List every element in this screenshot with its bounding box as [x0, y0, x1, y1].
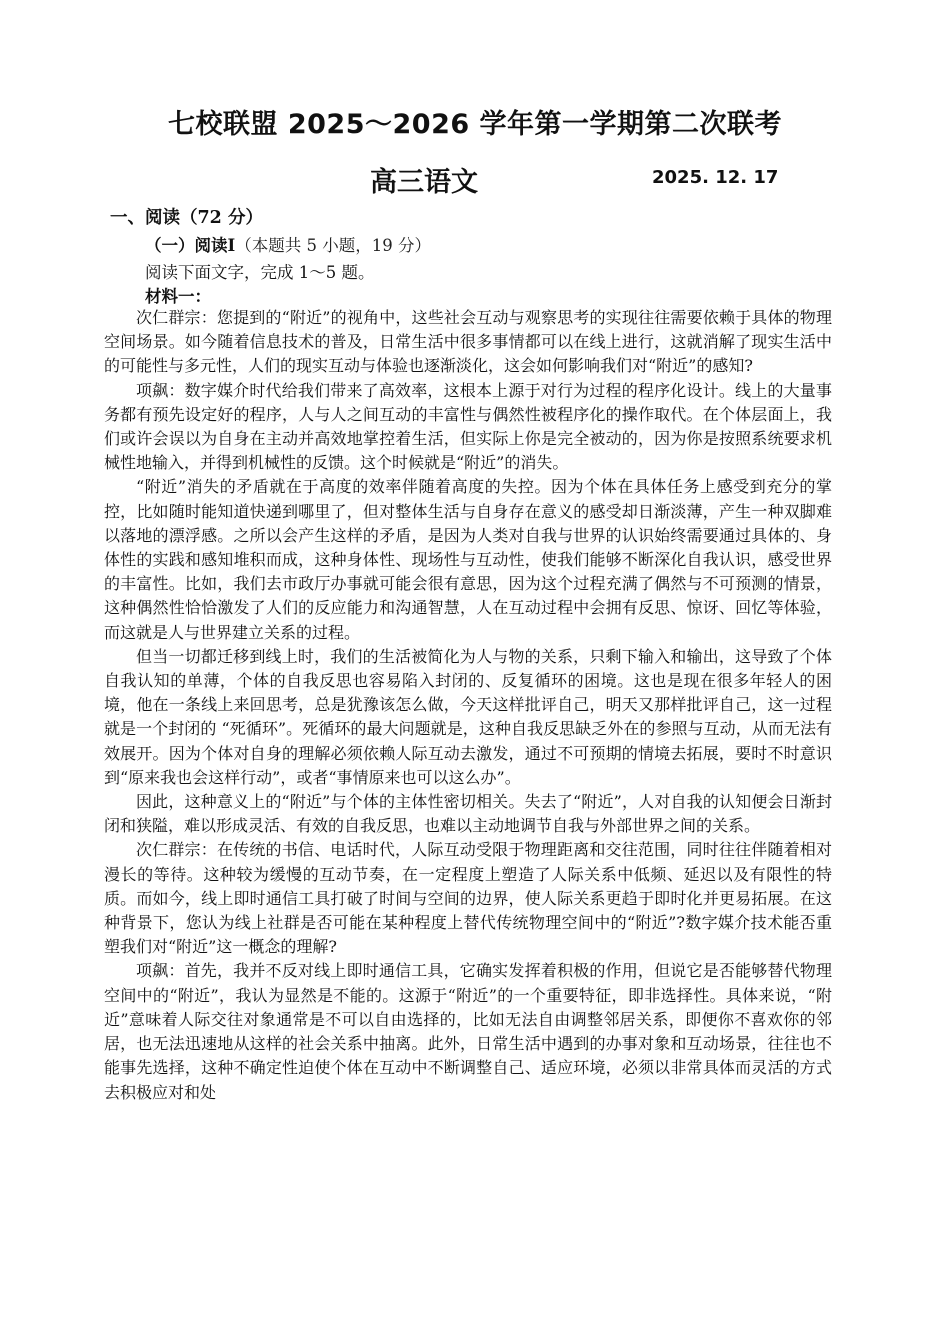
- subsection-note: （本题共 5 小题，19 分）: [235, 236, 431, 255]
- paragraph: “附近”消失的矛盾就在于高度的效率伴随着高度的失控。因为个体在具体任务上感受到充分的掌控，比如随时能知道快递到哪里了，但对整体生活与自身存在意义的感受却日渐淡薄，产生一种双脚难以落地的漂浮感。之所以会产生这样的矛盾，是因为人类对自我与世界的认识始终需要通过具体的、身体性的实践和感知堆积而成，这种身体性、现场性与互动性，使我们能够不断深化自我认识，感受世界的丰富性。比如，我们去市政厅办事就可能会很有意思，因为这个过程充满了偶然与不可预测的情景，这种偶然性恰恰激发了人们的反应能力和沟通智慧，人在互动过程中会拥有反思、惊讶、回忆等体验，而这就是人与世界建立关系的过程。: [104, 477, 832, 642]
- subsection-heading: [145, 232, 431, 256]
- exam-date: 2025. 12. 17: [652, 167, 779, 188]
- paragraph: 次仁群宗：您提到的“附近”的视角中，这些社会互动与观察思考的实现往往需要依赖于具体的物理空间场景。如今随着信息技术的普及，日常生活中很多事情都可以在线上进行，这就消解了现实生活中的可能性与多元性，人们的现实互动与体验也逐渐淡化，这会如何影响我们对“附近”的感知?: [104, 308, 832, 376]
- section-heading: 一、阅读（72 分）: [110, 208, 263, 228]
- paragraph: 项飙：首先，我并不反对线上即时通信工具，它确实发挥着积极的作用，但说它是否能够替代物理空间中的“附近”，我认为显然是不能的。这源于“附近”的一个重要特征，即非选择性。具体来说，“附近”意味着人际交往对象通常是不可以自由选择的，比如无法自由调整邻居关系，即便你不喜欢你的邻居，也无法迅速地从这样的社会关系中抽离。此外，日常生活中遇到的办事对象和互动场景，往往也不能事先选择，这种不确定性迫使个体在互动中不断调整自己、适应环境，必须以非常具体而灵活的方式去积极应对和处: [104, 961, 832, 1102]
- subsection-title: （一）阅读Ⅰ: [145, 236, 236, 255]
- paragraph: 因此，这种意义上的“附近”与个体的主体性密切相关。失去了“附近”，人对自我的认知便会日渐封闭和狭隘，难以形成灵活、有效的自我反思，也难以主动地调节自我与外部世界之间的关系。: [104, 792, 832, 836]
- article-body: [104, 306, 832, 1105]
- material-label: 材料一：: [145, 287, 211, 306]
- exam-title: 七校联盟 2025～2026 学年第一学期第二次联考: [167, 109, 783, 140]
- paragraph: 次仁群宗：在传统的书信、电话时代，人际互动受限于物理距离和交往范围，同时往往伴随着相对漫长的等待。这种较为缓慢的互动节奏，在一定程度上塑造了人际关系中低频、延迟以及有限性的特质。而如今，线上即时通信工具打破了时间与空间的边界，使人际关系更趋于即时化并更易拓展。在这种背景下，您认为线上社群是否可能在某种程度上替代传统物理空间中的“附近”?数字媒介技术能否重塑我们对“附近”这一概念的理解?: [104, 840, 832, 957]
- subject-title: 高三语文: [370, 167, 478, 198]
- paragraph: 项飙：数字媒介时代给我们带来了高效率，这根本上源于对行为过程的程序化设计。线上的大量事务都有预先设定好的程序，人与人之间互动的丰富性与偶然性被程序化的操作取代。在个体层面上，我们或许会误以为自身在主动并高效地掌控着生活，但实际上你是完全被动的，因为你是按照系统要求机械性地输入，并得到机械性的反馈。这个时候就是“附近”的消失。: [104, 380, 832, 473]
- reading-instruction: 阅读下面文字，完成 1～5 题。: [145, 263, 375, 282]
- paragraph: 但当一切都迁移到线上时，我们的生活被简化为人与物的关系，只剩下输入和输出，这导致了个体自我认知的单薄，个体的自我反思也容易陷入封闭的、反复循环的困境。这也是现在很多年轻人的困境，他在一条线上来回思考，总是犹豫该怎么做，今天这样批评自己，明天又那样批评自己，这一过程就是一个封闭的 “死循环”。死循环的最大问题就是，这种自我反思缺乏外在的参照与互动，从而无法有效展开。因为个体对自身的理解必须依赖人际互动去激发，通过不可预期的情境去拓展，要时不时意识到“原来我也会这样行动”，或者“事情原来也可以这么办”。: [104, 646, 832, 787]
